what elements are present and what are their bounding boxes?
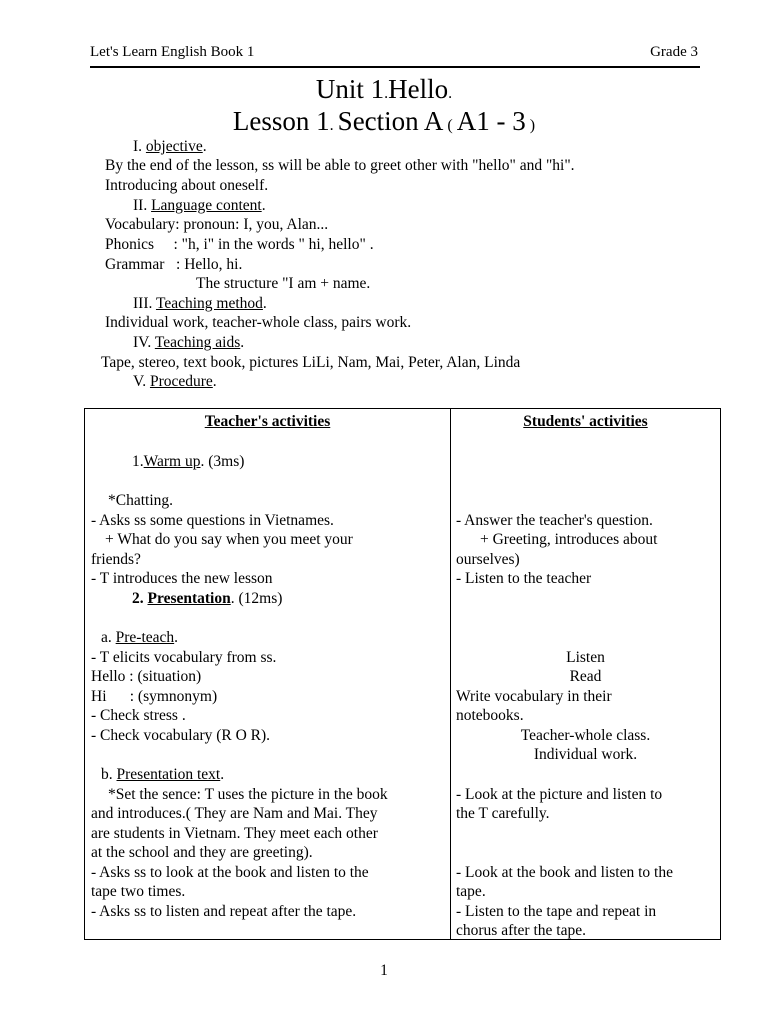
method-heading: III. Teaching method. xyxy=(133,295,267,312)
teacher-line: - Asks ss to listen and repeat after the tape. xyxy=(91,903,357,920)
student-line: Write vocabulary in their xyxy=(456,688,612,705)
unit-dot: . xyxy=(384,85,389,102)
lesson-number: Lesson 1 xyxy=(232,106,330,136)
student-line: - Answer the teacher's question. xyxy=(456,512,653,529)
teacher-line: - Asks ss to look at the book and listen to the xyxy=(91,864,369,881)
teacher-line: - T introduces the new lesson xyxy=(91,570,273,587)
teacher-activities-header: Teacher's activities xyxy=(204,413,331,430)
close-paren: ) xyxy=(525,117,536,134)
student-line: + Greeting, introduces about xyxy=(480,531,658,548)
procedure-table xyxy=(84,408,721,940)
lesson-dot: . xyxy=(329,117,338,134)
student-line: chorus after the tape. xyxy=(456,922,586,939)
teacher-line: friends? xyxy=(91,551,141,568)
teacher-line: - Check vocabulary (R O R). xyxy=(91,727,271,744)
open-paren: ( xyxy=(443,117,457,134)
unit-number: Unit 1 xyxy=(315,74,385,104)
pre-teach-heading: a. Pre-teach. xyxy=(101,629,179,646)
teacher-line: are students in Vietnam. They meet each other xyxy=(91,825,378,842)
grammar-line: Grammar : Hello, hi. xyxy=(105,256,243,273)
header-grade: Grade 3 xyxy=(650,44,698,60)
section-range: A1 - 3 xyxy=(456,106,526,136)
language-heading: II. Language content. xyxy=(133,197,266,214)
objective-line-1: By the end of the lesson, ss will be able to greet other with "hello" and "hi". xyxy=(105,157,575,174)
procedure-heading: V. Procedure. xyxy=(133,373,217,390)
presentation-text-heading: b. Presentation text. xyxy=(101,766,225,783)
student-line: Read xyxy=(569,668,602,685)
objective-heading: I. objective. xyxy=(133,138,207,155)
teacher-line: - T elicits vocabulary from ss. xyxy=(91,649,277,666)
student-line: the T carefully. xyxy=(456,805,550,822)
teacher-line: Hello : (situation) xyxy=(91,668,202,685)
students-activities-header: Students' activities xyxy=(523,413,648,430)
unit-end-dot: . xyxy=(448,85,453,102)
teacher-line: - Check stress . xyxy=(91,707,186,724)
teacher-line: *Set the sence: T uses the picture in the book xyxy=(108,786,388,803)
page-number: 1 xyxy=(380,962,388,979)
teacher-line: and introduces.( They are Nam and Mai. They xyxy=(91,805,378,822)
teacher-line: + What do you say when you meet your xyxy=(105,531,353,548)
aids-line: Tape, stereo, text book, pictures LiLi, Nam, Mai, Peter, Alan, Linda xyxy=(101,354,521,371)
warm-up-heading: 1.Warm up. (3ms) xyxy=(132,453,245,470)
header-book-title: Let's Learn English Book 1 xyxy=(90,44,255,60)
vocabulary-line: Vocabulary: pronoun: I, you, Alan... xyxy=(105,216,329,233)
presentation-heading: 2. Presentation. (12ms) xyxy=(132,590,283,607)
teacher-line: tape two times. xyxy=(91,883,186,900)
page-header xyxy=(90,44,700,68)
student-line: Listen xyxy=(566,649,605,666)
objective-line-2: Introducing about oneself. xyxy=(105,177,269,194)
student-line: ourselves) xyxy=(456,551,520,568)
student-line: Teacher-whole class. xyxy=(520,727,651,744)
teacher-line: - Asks ss some questions in Vietnames. xyxy=(91,512,334,529)
student-line: Individual work. xyxy=(533,746,638,763)
student-line: - Look at the picture and listen to xyxy=(456,786,663,803)
students-activities-column xyxy=(451,409,721,940)
student-line: - Look at the book and listen to the xyxy=(456,864,673,881)
student-line: notebooks. xyxy=(456,707,524,724)
teacher-activities-column xyxy=(85,409,451,940)
teacher-line: Hi : (symnonym) xyxy=(91,688,218,705)
structure-line: The structure "I am + name. xyxy=(196,275,371,292)
unit-name: Hello xyxy=(388,74,449,104)
lesson-title xyxy=(0,104,768,143)
section-name: Section A xyxy=(337,106,444,136)
phonics-line: Phonics : "h, i" in the words " hi, hello" . xyxy=(105,236,374,253)
student-line: - Listen to the teacher xyxy=(456,570,592,587)
student-line: tape. xyxy=(456,883,486,900)
method-line: Individual work, teacher-whole class, pairs work. xyxy=(105,314,412,331)
chatting-line: *Chatting. xyxy=(108,492,174,509)
teacher-line: at the school and they are greeting). xyxy=(91,844,313,861)
aids-heading: IV. Teaching aids. xyxy=(133,334,245,351)
student-line: - Listen to the tape and repeat in xyxy=(456,903,657,920)
